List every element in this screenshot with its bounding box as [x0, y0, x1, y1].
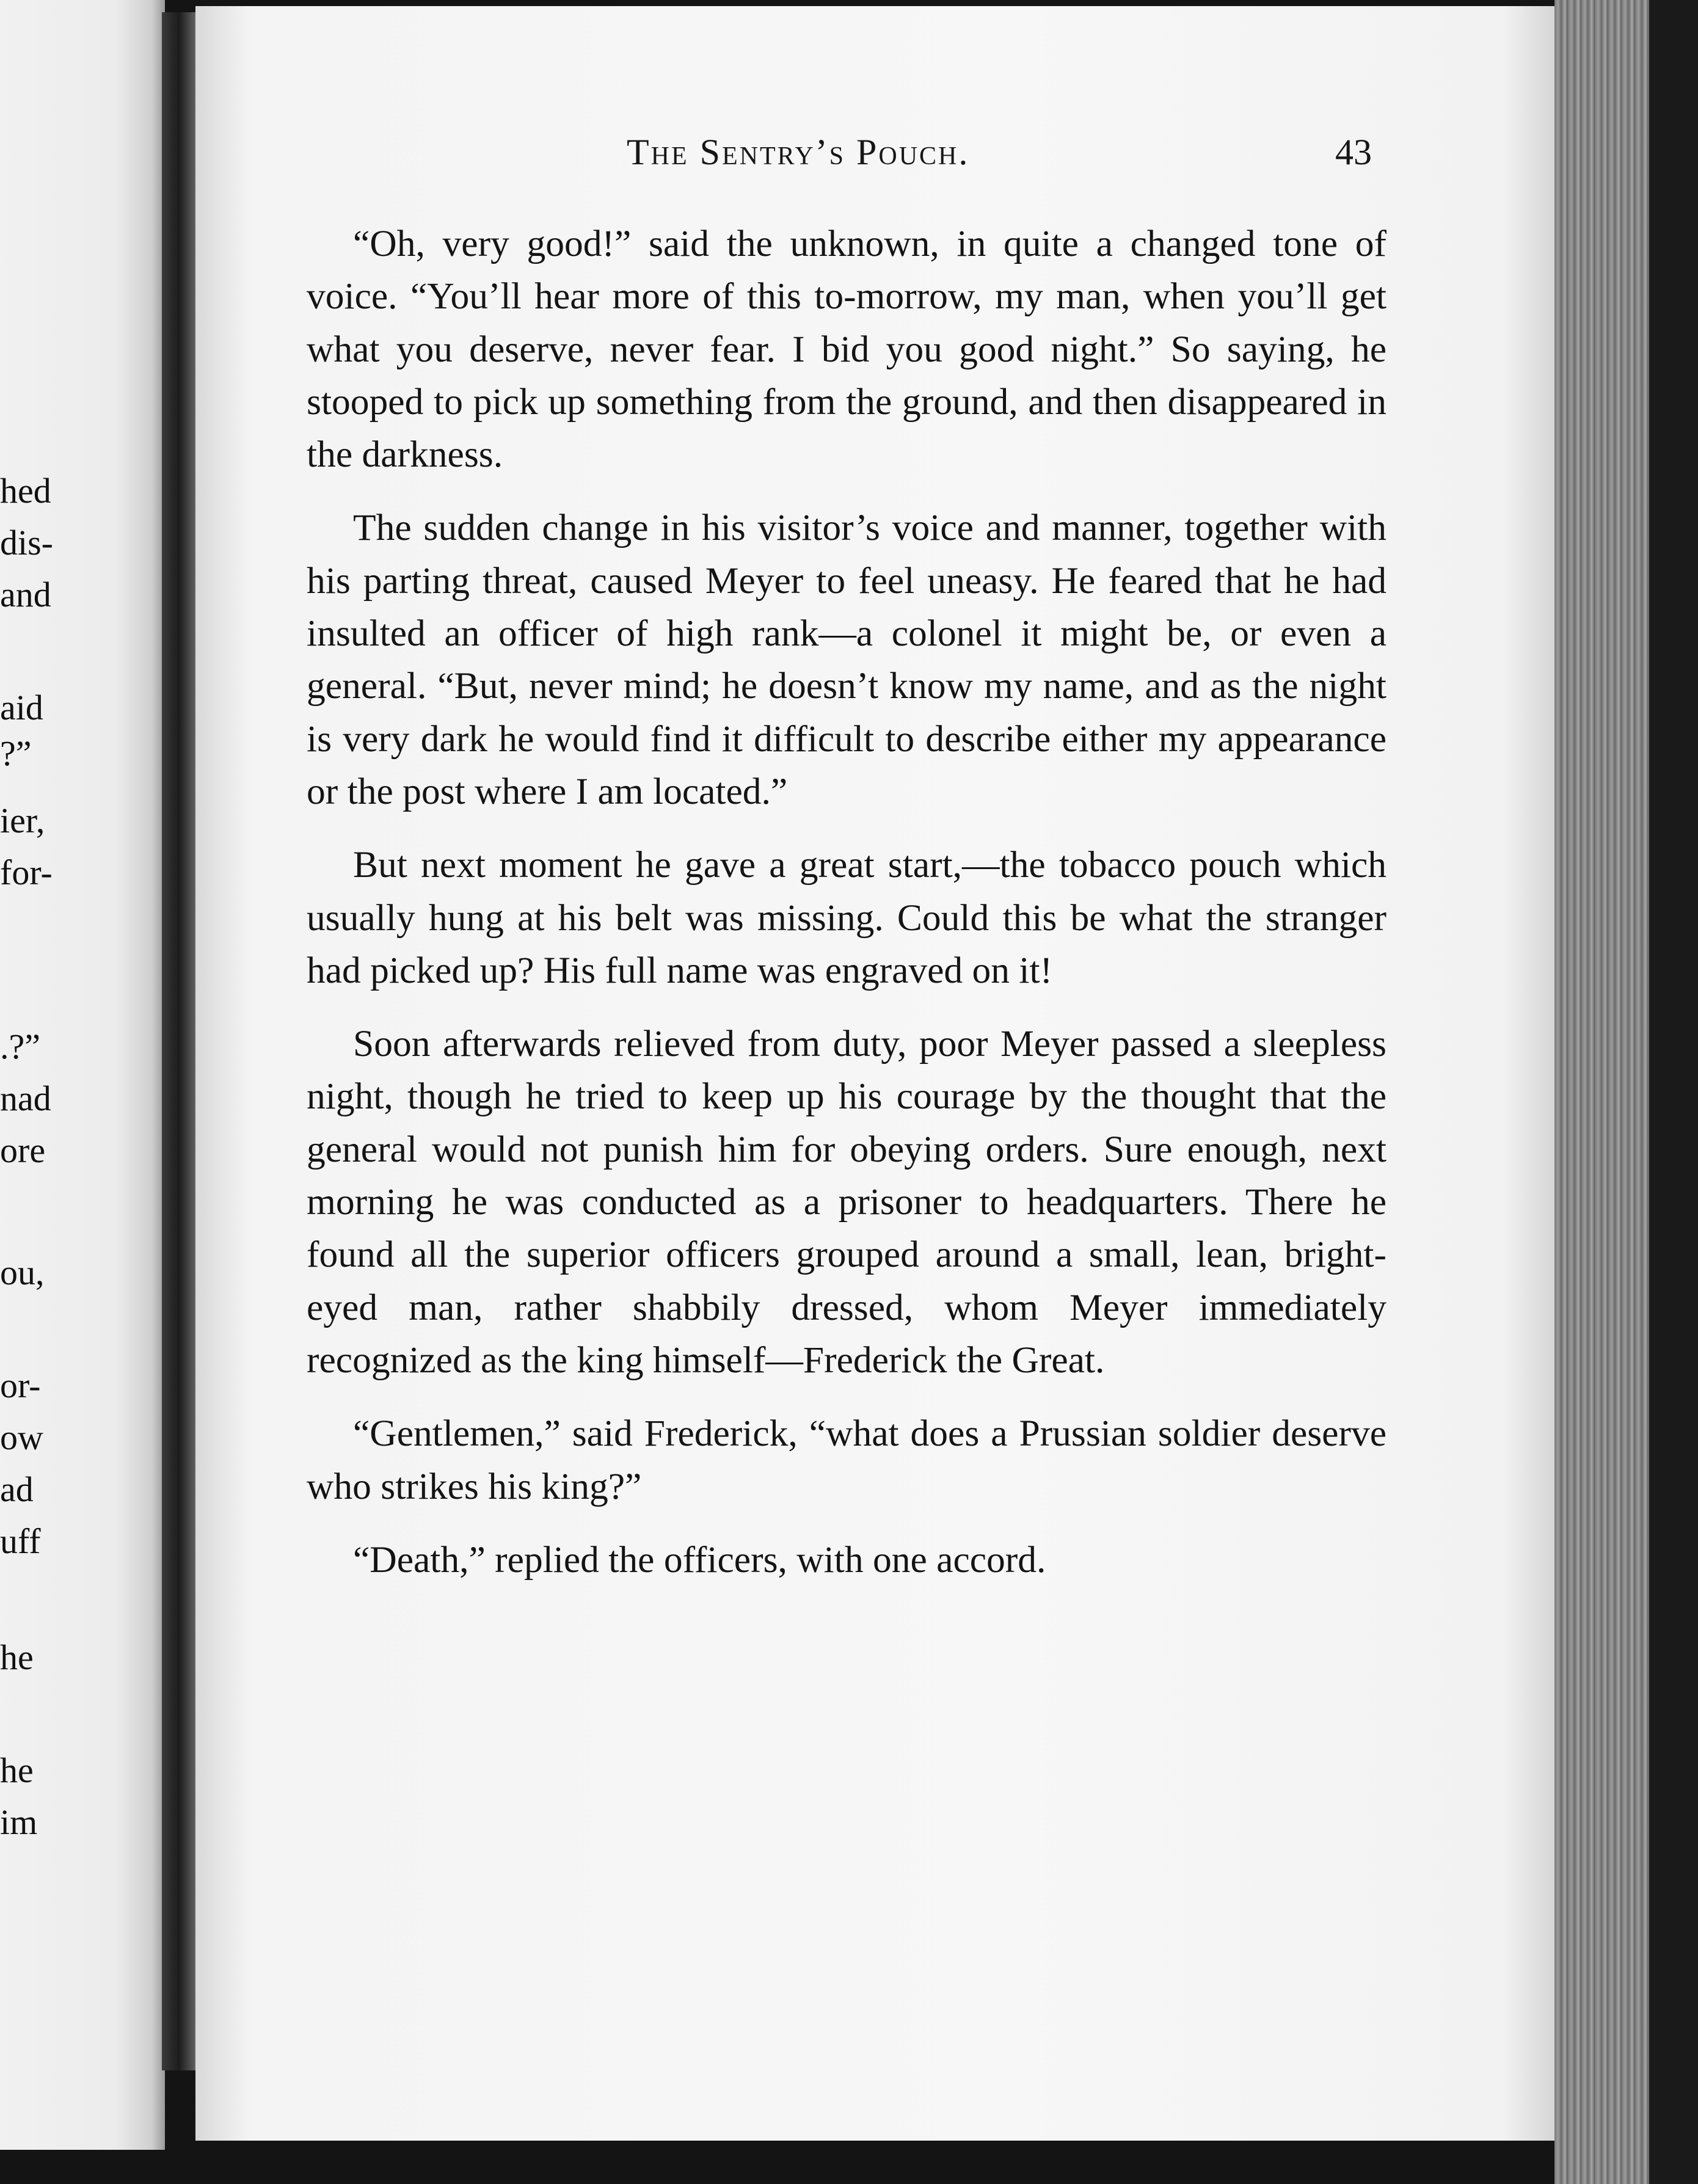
previous-page-fragment: .?”: [0, 1027, 40, 1066]
paragraph: “Gentlemen,” said Frederick, “what does a Prussian soldier deserve who strikes his king?”: [307, 1413, 1386, 1507]
previous-page-fragment: ou,: [0, 1253, 45, 1292]
running-header: [195, 131, 1558, 180]
previous-page-fragment: nad: [0, 1079, 51, 1118]
previous-page-fragment: ow: [0, 1418, 43, 1457]
paragraph: “Oh, very good!” said the unknown, in quite a changed tone of voice. “You’ll hear more of this to-morrow, my man, when you’ll get what you deserve, never fear. I bid you good night.” So saying, he stooped to pick up something from the ground, and then disappeared in the darkness.: [307, 223, 1386, 476]
previous-page-fragment: im: [0, 1802, 38, 1842]
previous-page-fragment: ier,: [0, 801, 45, 840]
previous-page-fragment: dis-: [0, 523, 53, 562]
paragraph: Soon afterwards relieved from duty, poor Meyer passed a sleepless night, though he tried to keep up his courage by the thought that the general would not punish him for obeying orders. Sure enough, next morning he was conducted as a prisoner to headquarters. There he found all the superior officers grouped around a small, lean, bright-eyed man, rather shabbily dressed, whom Meyer immediately recognized as the king himself—Frederick the Great.: [307, 1023, 1386, 1381]
paragraph: “Death,” replied the officers, with one accord.: [353, 1538, 1046, 1581]
page-number: 43: [1335, 132, 1372, 172]
previous-page-fragment: and: [0, 575, 51, 614]
previous-page-fragment: hed: [0, 471, 51, 511]
body-text: [307, 217, 1386, 1607]
paragraph: The sudden change in his visitor’s voice and manner, together with his parting threat, caused Meyer to feel uneasy. He feared that he had insulted an officer of high rank—a colonel it might be, or even a general. “But, never mind; he doesn’t know my name, and as the night is very dark he would find it difficult to describe either my appearance or the post where I am located.”: [307, 507, 1386, 812]
previous-page-fragment: he: [0, 1637, 34, 1677]
previous-page-fragment: aid: [0, 688, 43, 727]
running-title: The Sentry’s Pouch.: [627, 132, 970, 172]
previous-page-edge: [0, 0, 165, 2150]
previous-page-fragment: ad: [0, 1469, 34, 1509]
previous-page-fragment: he: [0, 1750, 34, 1790]
paragraph: But next moment he gave a great start,—the tobacco pouch which usually hung at his belt was missing. Could this be what the stranger had picked up? His full name was engraved on it!: [307, 844, 1386, 991]
previous-page-fragment: ore: [0, 1130, 46, 1170]
previous-page-fragment: uff: [0, 1521, 41, 1561]
previous-page-fragment: ?”: [0, 733, 32, 773]
previous-page-fragment: or-: [0, 1366, 41, 1405]
previous-page-fragment: for-: [0, 853, 53, 892]
book-page: [195, 6, 1558, 2141]
scan-background: [1649, 0, 1698, 2184]
